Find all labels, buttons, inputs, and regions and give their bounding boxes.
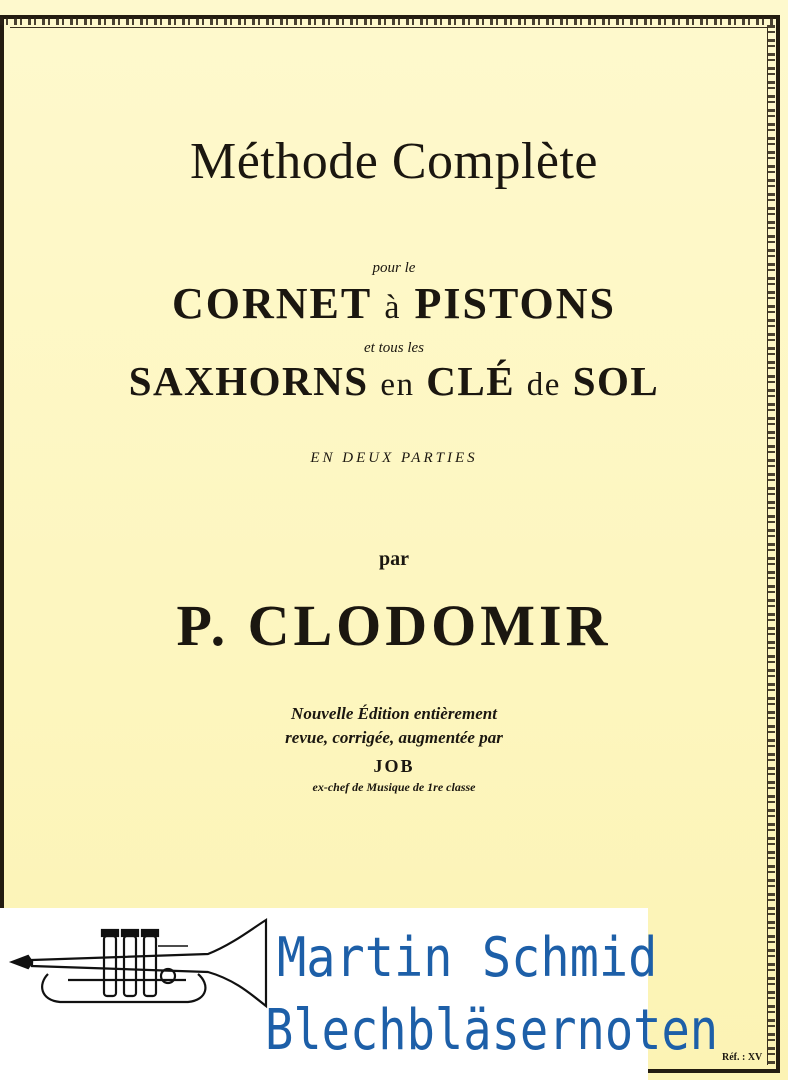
pistons-word: PISTONS [414,279,617,328]
instrument-cornet [0,278,788,329]
watermark-text [265,918,719,1078]
sol-word: SOL [572,358,660,404]
watermark-banner [0,908,719,1080]
par-text: par [379,548,409,570]
watermark-line-2: Blechbläsernoten [265,998,719,1063]
reviser-name: JOB [373,756,415,776]
et-tous-les-text: et tous les [364,340,424,356]
en-word: en [380,367,415,403]
en-deux-parties: EN DEUX PARTIES [310,450,478,466]
a-word: à [384,289,402,326]
border-ornament-top [0,17,776,25]
reviser-title: ex-chef de Musique de 1re classe [312,780,476,794]
saxhorns-word: SAXHORNS [128,358,369,404]
edition-line-2: revue, corrigée, augmentée par [285,728,503,747]
trumpet-icon [8,914,270,1024]
instrument-saxhorns [0,357,788,405]
edition-line-1: Nouvelle Édition entièrement [291,704,497,723]
watermark-line-1: Martin Schmid [277,926,658,989]
de-word: de [526,367,561,403]
reference-number: Réf. : XV [722,1052,763,1063]
author-name: P. CLODOMIR [176,593,612,658]
cornet-word: CORNET [171,279,372,328]
book-title: Méthode Complète [189,133,599,190]
pour-le-text: pour le [372,260,416,276]
cle-word: CLÉ [426,358,516,404]
